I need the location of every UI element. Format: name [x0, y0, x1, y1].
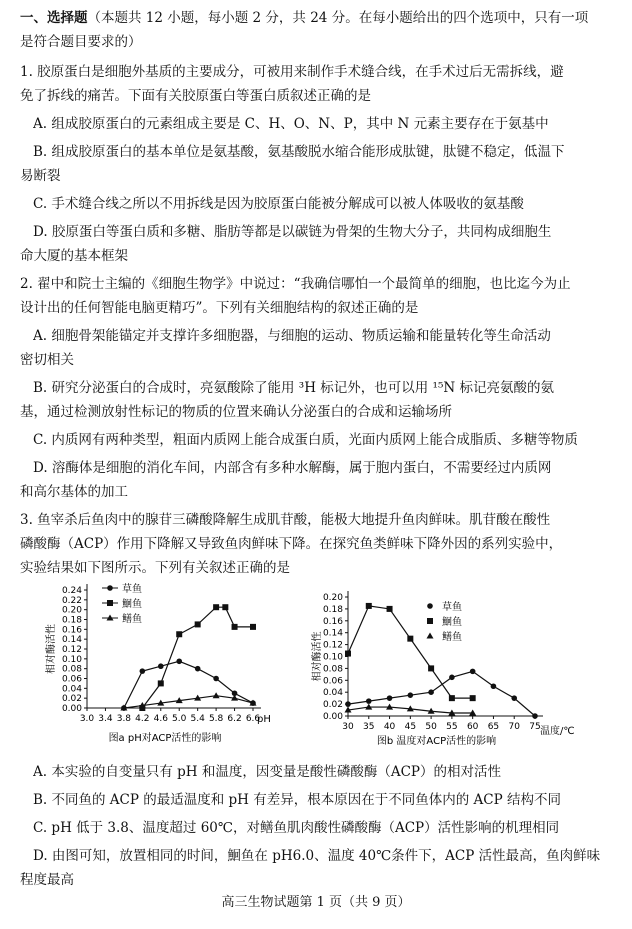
x-tick-label: 5.8: [208, 714, 224, 724]
legend-label: 鮰鱼: [442, 617, 462, 628]
data-point-circle: [366, 698, 372, 704]
y-tick-label: 0.12: [322, 640, 343, 651]
y-axis-label: 相对酶活性: [46, 624, 57, 674]
data-point-square: [232, 624, 238, 630]
x-tick-label: 55: [446, 722, 458, 732]
section-instructions-2: 是符合题目要求的）: [20, 34, 142, 50]
y-tick-label: 0.14: [322, 628, 343, 639]
x-tick-label: 4.6: [153, 714, 168, 724]
y-tick-label: 0.06: [61, 674, 82, 685]
x-tick-label: 3.8: [116, 714, 132, 724]
y-tick-label: 0.18: [61, 615, 82, 626]
data-point-square: [250, 624, 256, 630]
x-axis-label: 温度/℃: [540, 726, 575, 737]
x-tick-label: 6.6: [245, 714, 261, 724]
data-point-square: [345, 651, 351, 657]
series-line-circle: [124, 661, 253, 708]
section-instructions: （本题共 12 小题，每小题 2 分，共 24 分。在每小题给出的四个选项中，只有一项: [87, 10, 589, 26]
q1-stem-2: 免了拆线的痛苦。下面有关胶原蛋白等蛋白质叙述正确的是: [20, 88, 371, 104]
section-title: 一、选择题: [20, 10, 88, 26]
x-tick-label: 5.0: [172, 714, 187, 724]
data-point-circle: [195, 666, 201, 672]
x-tick-label: 70: [508, 722, 520, 732]
y-tick-label: 0.08: [61, 664, 82, 675]
x-tick-label: 5.4: [190, 714, 205, 724]
legend-marker: [427, 633, 434, 639]
y-tick-label: 0.00: [322, 712, 343, 722]
y-tick-label: 0.02: [61, 694, 82, 705]
q2-option-a-1: A. 细胞骨架能锚定并支撑许多细胞器，与细胞的运动、物质运输和能量转化等生命活动: [33, 328, 551, 344]
q3-stem-3: 实验结果如下图所示。下列有关叙述正确的是: [20, 560, 290, 576]
data-point-square: [222, 604, 228, 610]
x-tick-label: 75: [529, 722, 541, 732]
x-tick-label: 65: [487, 722, 500, 732]
data-point-circle: [408, 692, 414, 698]
q1-option-c: C. 手术缝合线之所以不用拆线是因为胶原蛋白能被分解成可以被人体吸收的氨基酸: [33, 196, 524, 212]
q2-option-d-1: D. 溶酶体是细胞的消化车间，内部含有多种水解酶，属于胞内蛋白，不需要经过内质网: [33, 460, 552, 476]
y-tick-label: 0.16: [322, 616, 343, 627]
data-point-circle: [176, 658, 182, 664]
q2-option-b-2: 基，通过检测放射性标记的物质的位置来确认分泌蛋白的合成和运输场所: [20, 404, 452, 420]
y-tick-label: 0.24: [61, 586, 82, 596]
legend-label: 鳝鱼: [442, 632, 462, 643]
chart-title: 图a pH对ACP活性的影响: [108, 733, 222, 744]
x-tick-label: 3.0: [79, 714, 95, 724]
data-point-square: [158, 680, 164, 686]
page-footer: 高三生物试题第 1 页（共 9 页）: [221, 895, 411, 910]
x-tick-label: 6.2: [227, 714, 242, 724]
series-line-circle: [348, 671, 535, 716]
data-point-circle: [213, 676, 219, 682]
data-point-square: [449, 695, 455, 701]
legend-label: 鳝鱼: [122, 614, 142, 625]
legend-marker: [427, 603, 433, 609]
legend-marker: [107, 585, 113, 591]
y-tick-label: 0.14: [61, 635, 82, 646]
data-point-square: [387, 606, 393, 612]
y-tick-label: 0.10: [61, 654, 82, 665]
q2-option-c: C. 内质网有两种类型，粗面内质网上能合成蛋白质，光面内质网上能合成脂质、多糖等物质: [33, 432, 578, 448]
q1-option-d-1: D. 胶原蛋白等蛋白质和多糖、脂肪等都是以碳链为骨架的生物大分子，共同构成细胞生: [33, 224, 552, 240]
data-point-circle: [140, 668, 146, 674]
data-point-square: [195, 621, 201, 627]
data-point-circle: [449, 675, 455, 681]
y-tick-label: 0.10: [322, 652, 343, 663]
data-point-square: [213, 604, 219, 610]
q3-option-d-1: D. 由图可知，放置相同的时间，鮰鱼在 pH6.0、温度 40℃条件下，ACP 活性最高，鱼肉鲜味: [33, 848, 601, 864]
x-tick-label: 4.2: [135, 714, 150, 724]
chart-ph-activity: [40, 575, 290, 750]
q1-option-d-2: 命大厦的基本框架: [20, 248, 128, 264]
y-tick-label: 0.22: [61, 595, 82, 606]
x-tick-label: 60: [466, 722, 479, 732]
y-tick-label: 0.00: [61, 704, 82, 714]
q3-option-c: C. pH 低于 3.8、温度超过 60℃，对鳝鱼肌肉酸性磷酸酶（ACP）活性影响的机理相同: [33, 820, 560, 836]
x-tick-label: 3.4: [98, 714, 113, 724]
y-tick-label: 0.12: [61, 645, 82, 655]
y-tick-label: 0.06: [322, 676, 343, 687]
q1-option-a: A. 组成胶原蛋白的元素组成主要是 C、H、O、N、P，其中 N 元素主要存在于氨基中: [33, 116, 549, 132]
y-axis-label: 相对酶活性: [312, 631, 323, 682]
y-tick-label: 0.04: [322, 688, 343, 699]
data-point-circle: [428, 689, 434, 695]
data-point-square: [470, 695, 476, 701]
legend-marker: [107, 600, 113, 606]
data-point-square: [366, 603, 372, 609]
data-point-circle: [511, 695, 517, 701]
q2-option-a-2: 密切相关: [20, 352, 74, 368]
y-tick-label: 0.04: [61, 684, 82, 695]
y-tick-label: 0.18: [322, 604, 343, 615]
q1-option-b-1: B. 组成胶原蛋白的基本单位是氨基酸，氨基酸脱水缩合能形成肽键，肽键不稳定，低温下: [33, 144, 565, 160]
data-point-square: [407, 636, 413, 642]
data-point-circle: [491, 683, 497, 689]
x-tick-label: 40: [383, 722, 396, 732]
x-tick-label: 45: [404, 722, 417, 732]
x-tick-label: 30: [342, 722, 354, 732]
data-point-circle: [532, 713, 538, 719]
y-tick-label: 0.16: [61, 625, 82, 636]
q3-stem-2: 磷酸酶（ACP）作用下降解又导致鱼肉鲜味下降。在探究鱼类鲜味下降外因的系列实验中，: [20, 536, 563, 552]
data-point-triangle: [213, 692, 220, 698]
q2-stem-1: 2. 翟中和院士主编的《细胞生物学》中说过：“我确信哪怕一个最简单的细胞，也比迄今为止: [20, 276, 571, 292]
q1-option-b-2: 易断裂: [20, 168, 61, 184]
legend-label: 鮰鱼: [122, 599, 142, 610]
y-tick-label: 0.20: [61, 605, 82, 616]
legend-label: 草鱼: [122, 584, 142, 595]
q1-stem-1: 1. 胶原蛋白是细胞外基质的主要成分，可被用来制作手术缝合线，在手术过后无需拆线，避: [20, 64, 564, 80]
y-tick-label: 0.20: [322, 593, 343, 603]
q2-option-b-1: B. 研究分泌蛋白的合成时，亮氨酸除了能用 ³H 标记外，也可以用 ¹⁵N 标记亮氨酸的氨: [33, 380, 554, 396]
y-tick-label: 0.02: [322, 700, 343, 711]
legend-marker: [427, 618, 433, 624]
section-header: [20, 6, 616, 30]
data-point-circle: [158, 663, 164, 669]
y-tick-label: 0.08: [322, 664, 343, 675]
data-point-square: [176, 631, 182, 637]
data-point-circle: [470, 669, 476, 675]
q3-option-b: B. 不同鱼的 ACP 的最适温度和 pH 有差异，根本原因在于不同鱼体内的 ACP 结构不同: [33, 792, 561, 808]
x-axis-label: pH: [257, 714, 271, 725]
legend-label: 草鱼: [442, 602, 462, 613]
q2-option-d-2: 和高尔基体的加工: [20, 484, 128, 500]
q2-stem-2: 设计出的任何智能电脑更精巧”。下列有关细胞结构的叙述正确的是: [20, 300, 419, 316]
data-point-square: [428, 665, 434, 671]
q3-option-a: A. 本实验的自变量只有 pH 和温度，因变量是酸性磷酸酶（ACP）的相对活性: [33, 764, 501, 780]
data-point-circle: [387, 695, 393, 701]
q3-option-d-2: 程度最高: [20, 872, 74, 888]
x-tick-label: 50: [425, 722, 437, 732]
q3-stem-1: 3. 鱼宰杀后鱼肉中的腺苷三磷酸降解生成肌苷酸，能极大地提升鱼肉鲜味。肌苷酸在酸性: [20, 512, 551, 528]
x-tick-label: 35: [363, 722, 375, 732]
chart-title: 图b 温度对ACP活性的影响: [376, 736, 497, 747]
data-point-circle: [345, 701, 351, 707]
chart-temperature-activity: [310, 580, 595, 750]
